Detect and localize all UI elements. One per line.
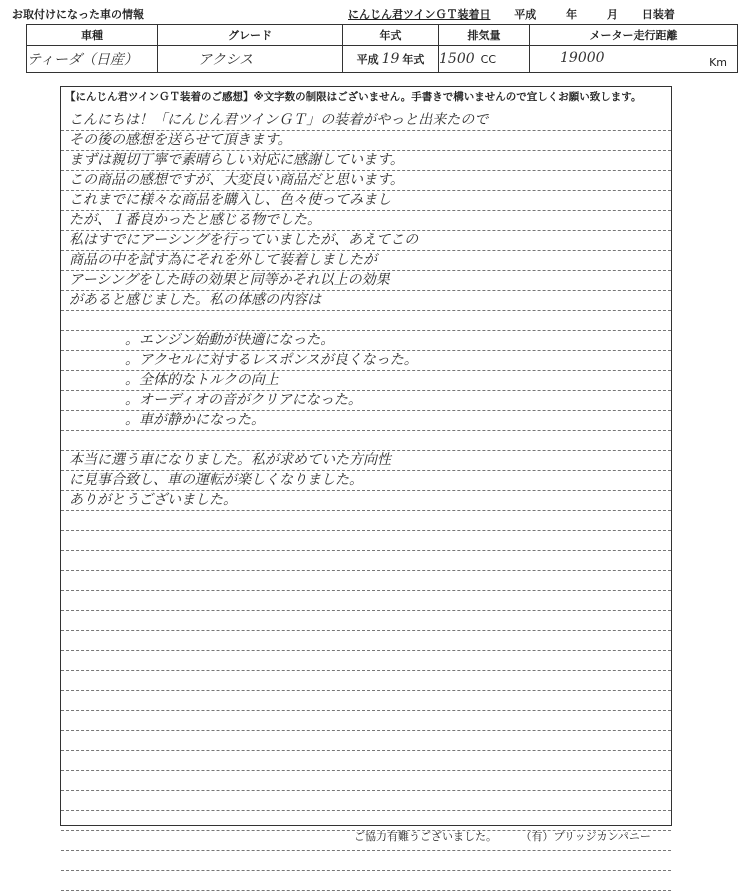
handwritten-line: 。車が静かになった。 [61,411,671,431]
handwritten-line: この商品の感想ですが、大変良い商品だと思います。 [61,171,671,191]
handwritten-line [61,571,671,591]
year-cell [343,46,439,73]
handwritten-line [61,511,671,531]
year-era: 平成 [356,53,379,66]
handwritten-line [61,531,671,551]
footer-thanks: ご協力有難うございました。 [354,830,497,843]
handwritten-line: まずは親切丁寧で素晴らしい対応に感謝しています。 [61,151,671,171]
vehicle-info-table [26,24,738,73]
install-date-header [342,6,675,22]
era-label: 平成 [514,8,537,21]
handwritten-line: 。アクセルに対するレスポンスが良くなった。 [61,351,671,371]
impression-box [60,86,672,826]
handwritten-line [61,751,671,771]
handwritten-line [61,691,671,711]
header-mileage: メーター走行距離 [530,25,738,46]
year-unit: 年式 [402,53,425,66]
handwritten-line: ありがとうございました。 [61,491,671,511]
footer-company: （有）ブリッジカンパニー [520,830,651,843]
mileage-value: 19000 [560,49,605,66]
header-year: 年式 [343,25,439,46]
handwritten-line: こんにちは！「にんじん君ツインＧＴ」の装着がやっと出来たので [61,111,671,131]
handwritten-line [61,631,671,651]
handwritten-line [61,551,671,571]
install-date-title: にんじん君ツインＧＴ装着日 [348,8,491,21]
year-value: 19 [381,51,400,67]
handwritten-line [61,431,671,451]
handwritten-line [61,311,671,331]
handwritten-line [61,671,671,691]
displacement-cell [439,46,530,73]
handwritten-line: 私はすでにアーシングを行っていましたが、あえてこの [61,231,671,251]
mileage-unit: Km [709,55,727,69]
header-displacement: 排気量 [439,25,530,46]
handwritten-line: これまでに様々な商品を購入し、色々使ってみまし [61,191,671,211]
handwritten-line: 。オーディオの音がクリアになった。 [61,391,671,411]
month-label: 月 [606,8,618,21]
handwritten-line [61,791,671,811]
year-label: 年 [566,8,578,21]
car-model-cell [27,46,158,73]
header-grade: グレード [158,25,343,46]
handwritten-line: たが、１番良かったと感じる物でした。 [61,211,671,231]
handwritten-line [61,651,671,671]
handwritten-line: 本当に選う車になりました。私が求めていた方向性 [61,451,671,471]
handwritten-line: その後の感想を送らせて頂きます。 [61,131,671,151]
handwritten-line [61,731,671,751]
handwritten-line [61,611,671,631]
footer [354,828,651,844]
handwritten-line: があると感じました。私の体感の内容は [61,291,671,311]
mileage-cell [530,46,738,73]
handwritten-line [61,771,671,791]
handwritten-line [61,851,671,871]
grade-cell [158,46,343,73]
day-label: 日装着 [641,8,675,21]
handwritten-line [61,871,671,891]
header-car-model: 車種 [27,25,158,46]
displacement-unit: CC [480,53,497,66]
handwritten-line: 。エンジン始動が快適になった。 [61,331,671,351]
handwritten-lines [61,111,671,891]
handwritten-line: 商品の中を試す為にそれを外して装着しましたが [61,251,671,271]
handwritten-line: に見事合致し、車の運転が楽しくなりました。 [61,471,671,491]
handwritten-line [61,591,671,611]
handwritten-line: 。全体的なトルクの向上 [61,371,671,391]
displacement-value: 1500 [439,51,475,67]
impression-box-header: 【にんじん君ツインＧＴ装着のご感想】※文字数の制限はございません。手書きで構いませんので宜しくお願い致します。 [65,91,642,103]
handwritten-line: アーシングをした時の効果と同等かそれ以上の効果 [61,271,671,291]
grade-value: アクシス [198,52,254,68]
section-title: お取付けになった車の情報 [12,8,144,21]
car-model-value: ティーダ（日産） [27,52,138,68]
handwritten-line [61,711,671,731]
